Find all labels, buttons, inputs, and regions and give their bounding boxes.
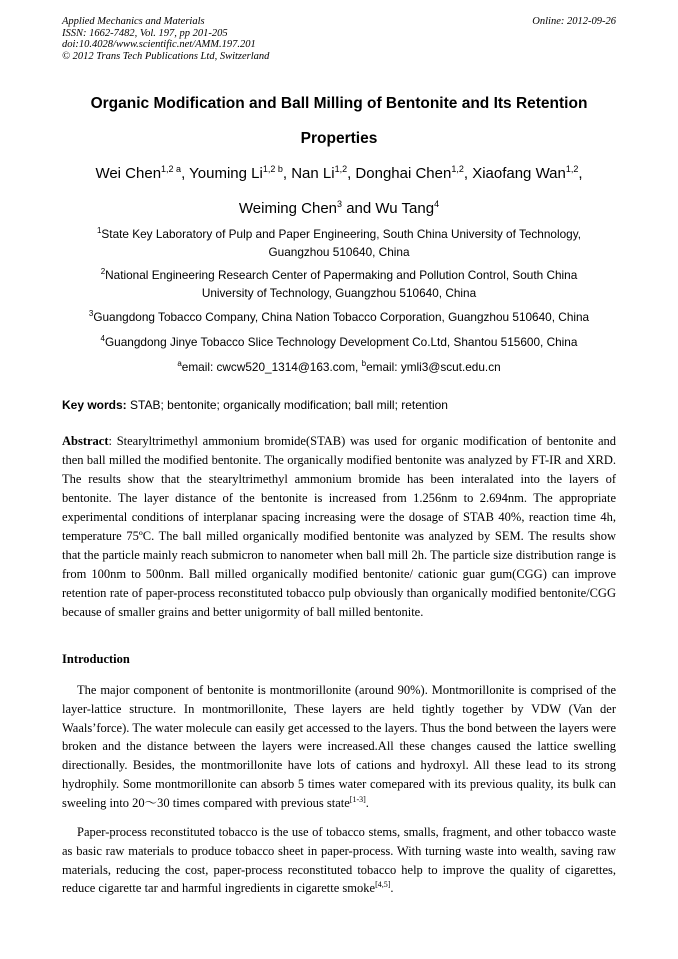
author-name: Nan Li <box>291 165 335 182</box>
affiliation-text: Guangdong Jinye Tobacco Slice Technology Development Co.Ltd, Shantou 515600, China <box>105 335 578 349</box>
affiliation-marker: 3 <box>88 309 94 318</box>
paper-title-line: Organic Modification and Ball Milling of Bentonite and Its Retention <box>90 95 588 112</box>
author-affiliation-marker: 1,2 <box>451 164 464 174</box>
author-separator: , <box>181 165 190 182</box>
author-separator: , <box>282 165 292 182</box>
email-text: email: ymli3@scut.edu.cn <box>366 360 501 374</box>
author-affiliation-marker: 1,2 b <box>262 164 283 174</box>
affiliation-2 <box>62 266 616 302</box>
affiliation-text: National Engineering Research Center of Papermaking and Pollution Control, South China <box>105 268 578 282</box>
intro-paragraph-2 <box>62 823 616 898</box>
affiliation-line <box>62 266 616 284</box>
author-affiliation-marker: 4 <box>434 199 440 209</box>
author-list <box>62 156 616 226</box>
email-marker: b <box>361 359 367 368</box>
paragraph-end: . <box>365 795 369 810</box>
author-name: Xiaofang Wan <box>472 165 566 182</box>
online-date: Online: 2012-09-26 <box>532 16 616 27</box>
affiliation-3 <box>62 308 616 326</box>
author-affiliation-marker: 3 <box>337 199 343 209</box>
paper-title-line: Properties <box>300 130 378 147</box>
journal-issn: ISSN: 1662-7482, Vol. 197, pp 201-205 <box>62 27 228 39</box>
paragraph-text: Paper-process reconstituted tobacco is the use of tobacco stems, smalls, fragment, and other tobacco waste as basic raw materials to produce tobacco sheet in paper-process. With turning waste into wealth, saving raw materials, reducing the cost, paper-process reconstituted tobacco help to improve the quality of cigarettes, reduce cigarette tar and harmful ingredients in cigarette smoke <box>62 825 616 896</box>
affiliation-line <box>62 308 616 326</box>
keywords-label: Key words: <box>62 398 127 412</box>
affiliation-marker: 4 <box>100 334 105 343</box>
journal-doi: doi:10.4028/www.scientific.net/AMM.197.201 <box>62 39 256 50</box>
abstract <box>62 432 616 622</box>
section-heading-introduction: Introduction <box>62 652 130 666</box>
author-name: Donghai Chen <box>355 165 452 182</box>
abstract-text: : Stearyltrimethyl ammonium bromide(STAB) was used for organic modification of bentonite and then ball milled the modified bentonite. The organically modified bentonite was analyzed by FT-IR and XRD. The results show that the stearyltrimethyl ammonium bromide has been interalated into the layers of bentonite. The layer distance of the bentonite is increased from 1.256nm to 2.694nm. The appropriate experimental conditions of interplanar spacing increasing were the dosage of STAB 40%, reaction time 4h, temperature 75ºC. The ball milled organically modified bentonite was analyzed by SEM. The results show that the particle mainly reach submicron to nanometer when ball mill 2h. The particle size distribution range is from 100nm to 500nm. Ball milled organically modified bentonite/ cationic guar gum(CGG) can improve retention rate of paper-process reconstituted tobacco pulp obviously than organically modified bentonite/CGG because of smaller grains and better unigormity of ball milled bentonite. <box>62 434 616 619</box>
author-separator: , <box>347 165 356 182</box>
affiliation-text: State Key Laboratory of Pulp and Paper Engineering, South China University of Technology, <box>101 227 582 241</box>
affiliation-text: Guangdong Tobacco Company, China Nation Tobacco Corporation, Guangzhou 510640, China <box>93 310 590 324</box>
author-name: Wei Chen <box>95 165 162 182</box>
email-line <box>62 358 616 376</box>
affiliation-marker: 1 <box>96 226 102 235</box>
author-affiliation-marker: 1,2 <box>334 164 348 174</box>
author-name: Wu Tang <box>375 200 435 217</box>
author-line <box>62 156 616 191</box>
affiliation-line <box>62 225 616 243</box>
citation-ref: [1-3] <box>349 794 366 804</box>
paper-title <box>62 86 616 156</box>
citation-ref: [4,5] <box>375 880 391 890</box>
journal-name: Applied Mechanics and Materials <box>62 16 205 27</box>
author-affiliation-marker: 1,2 <box>565 164 579 174</box>
paragraph-text: The major component of bentonite is montmorillonite (around 90%). Montmorillonite is comprised of the layer-lattice structure. In montmorillonite, These layers are held tightly together by VDW (Van der Waals’force). The water molecule can easily get accessed to the layers. Thus the bond between the layers were broken and the distance between the layers were increased.All these changes caused the lattice swelling directionally. Besides, the montmorillonite have lots of cations and hydroxyl. All these lead to its strong hydrophily. Some montmorillonite can absorb 5 times water comepared with its previous quality, its bulk can sweeling into 20～30 times compared with previous state <box>62 683 616 810</box>
author-name: Weiming Chen <box>238 200 338 217</box>
email-text: email: cwcw520_1314@163.com, <box>181 360 362 374</box>
intro-paragraph-1 <box>62 681 616 813</box>
journal-copyright: © 2012 Trans Tech Publications Ltd, Switzerland <box>62 50 270 62</box>
abstract-label: Abstract <box>62 434 109 448</box>
affiliation-line: Guangzhou 510640, China <box>268 245 410 259</box>
journal-info <box>62 16 269 62</box>
author-separator: , <box>578 165 583 182</box>
affiliation-line <box>62 333 616 351</box>
keywords <box>62 396 616 414</box>
affiliation-marker: 2 <box>100 267 106 276</box>
author-line <box>62 191 616 226</box>
email-marker: a <box>177 359 182 368</box>
author-emails <box>62 358 616 376</box>
author-separator: and <box>342 200 376 217</box>
author-name: Youming Li <box>189 165 263 182</box>
affiliation-1 <box>62 225 616 261</box>
affiliation-line: University of Technology, Guangzhou 510640, China <box>201 286 477 300</box>
author-separator: , <box>463 165 473 182</box>
paragraph-end: . <box>390 881 394 896</box>
keywords-text: STAB; bentonite; organically modification; ball mill; retention <box>126 398 448 412</box>
affiliation-4 <box>62 333 616 351</box>
author-affiliation-marker: 1,2 a <box>161 164 182 174</box>
